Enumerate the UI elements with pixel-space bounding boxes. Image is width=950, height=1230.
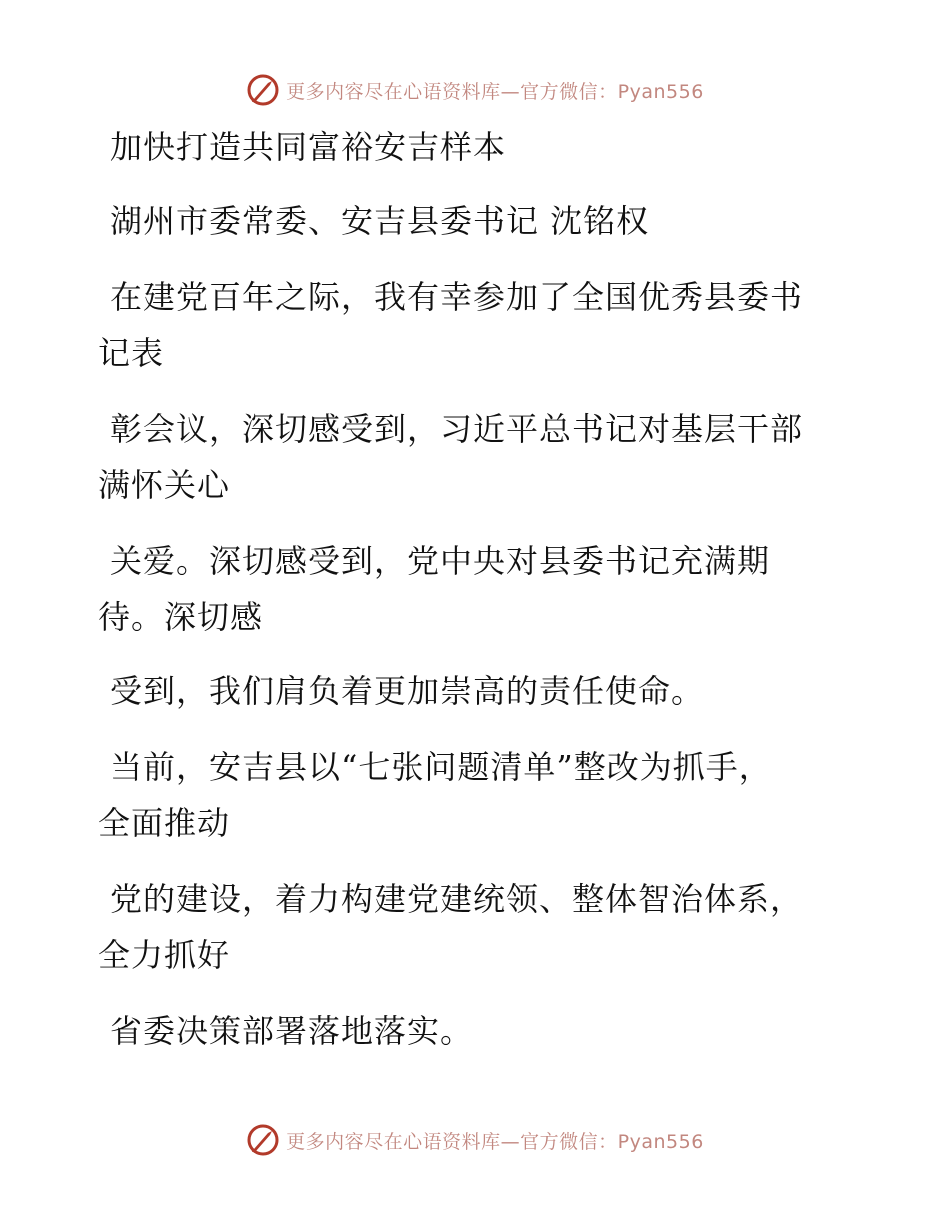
paragraph-line: 省委决策部署落地落实。 xyxy=(110,1012,474,1050)
paragraph-line: 记表 xyxy=(98,334,165,372)
paragraph-line: 满怀关心 xyxy=(98,466,231,504)
paragraph-line: 党的建设，着力构建党建统领、整体智治体系， xyxy=(110,880,804,918)
paragraph-line: 待。深切感 xyxy=(98,598,264,636)
doc-title: 加快打造共同富裕安吉样本 xyxy=(110,128,507,166)
paragraph-line: 全面推动 xyxy=(98,804,231,842)
paragraph-line: 关爱。深切感受到，党中央对县委书记充满期 xyxy=(110,542,771,580)
doc-author-line: 湖州市委常委、安吉县委书记 沈铭权 xyxy=(110,202,650,240)
paragraph-line: 当前，安吉县以“七张问题清单”整改为抓手， xyxy=(110,748,772,786)
quill-logo-icon xyxy=(246,73,280,107)
watermark-text: 更多内容尽在心语资料库—官方微信：Pyan556 xyxy=(286,1130,704,1153)
paragraph-line: 全力抓好 xyxy=(98,936,231,974)
paragraph-line: 彰会议，深切感受到，习近平总书记对基层干部 xyxy=(110,410,804,448)
paragraph-line: 在建党百年之际，我有幸参加了全国优秀县委书 xyxy=(110,278,804,316)
paragraph-line: 受到，我们肩负着更加崇高的责任使命。 xyxy=(110,672,705,710)
header-watermark xyxy=(0,70,950,110)
document-body xyxy=(98,118,858,1054)
watermark-text: 更多内容尽在心语资料库—官方微信：Pyan556 xyxy=(286,80,704,103)
footer-watermark xyxy=(0,1120,950,1160)
quill-logo-icon xyxy=(246,1123,280,1157)
